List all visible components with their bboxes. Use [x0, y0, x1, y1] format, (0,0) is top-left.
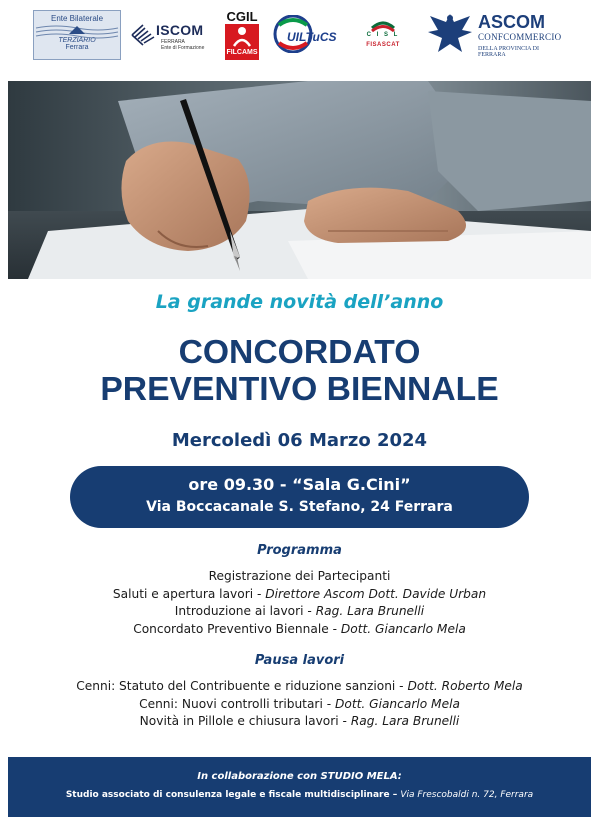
wave-lines-icon — [34, 22, 120, 44]
cisl-label: C I S L — [366, 32, 400, 38]
iscom-sub: FERRARA Ente di Formazione — [161, 39, 205, 51]
studio-line: Studio associato di consulenza legale e fiscale multidisciplinare – Via Frescobaldi n. 72, Ferrara — [65, 790, 534, 800]
confcommercio-label: CONFCOMMERCIO — [478, 32, 562, 42]
pausa-heading: Pausa lavori — [254, 653, 345, 668]
event-title — [0, 333, 599, 407]
fisascat-label: FISASCAT — [366, 42, 400, 48]
list-item: Novità in Pillole e chiusura lavori - Rag. Lara Brunelli — [139, 714, 460, 728]
filcams-figure-icon — [225, 24, 259, 50]
uiltucs-name: UILTuCS — [287, 30, 337, 44]
list-item: Cenni: Statuto del Contribuente e riduzione sanzioni - Dott. Roberto Mela — [76, 679, 523, 693]
sponsor-logos — [0, 0, 599, 78]
event-date: Mercoledì 06 Marzo 2024 — [171, 430, 428, 451]
programma-heading: Programma — [257, 543, 342, 558]
eagle-icon — [426, 10, 474, 56]
kicker-text: La grande novità dell’anno — [155, 291, 444, 313]
ente-bilaterale-logo — [33, 10, 121, 60]
collaboration-line: In collaborazione con STUDIO MELA: — [197, 771, 402, 782]
pausa-list — [0, 678, 599, 731]
ascom-logo — [426, 10, 566, 56]
list-item: Registrazione dei Partecipanti — [208, 569, 391, 583]
list-item: Introduzione ai lavori - Rag. Lara Brunelli — [174, 604, 425, 618]
title-line-1: CONCORDATO — [178, 333, 421, 370]
filcams-label: FILCAMS — [226, 49, 258, 56]
cgil-name: CGIL — [226, 9, 258, 24]
footer-banner — [8, 757, 591, 817]
iscom-mark-icon — [130, 22, 156, 48]
province-label: DELLA PROVINCIA DI FERRARA — [478, 46, 539, 58]
list-item: Concordato Preventivo Biennale - Dott. Giancarlo Mela — [133, 621, 466, 636]
iscom-logo — [130, 20, 208, 50]
uiltucs-logo — [271, 15, 341, 53]
ascom-name: ASCOM — [478, 12, 545, 32]
time-place: ore 09.30 - “Sala G.Cini” — [188, 475, 411, 494]
venue-banner — [70, 466, 529, 528]
ferrara-label: Ferrara — [65, 44, 89, 51]
list-item: Saluti e apertura lavori - Direttore Ascom Dott. Davide Urban — [112, 586, 487, 601]
fisascat-flag-icon — [358, 18, 408, 32]
cgil-filcams-logo — [223, 9, 261, 59]
programma-list — [0, 568, 599, 638]
hero-photo-writing-hand — [8, 81, 591, 279]
iscom-name: ISCOM — [156, 22, 204, 38]
terziario-label: TERZIARIO — [58, 37, 96, 44]
fisascat-logo — [358, 18, 408, 52]
title-line-2: PREVENTIVO BIENNALE — [100, 370, 499, 407]
list-item: Cenni: Nuovi controlli tributari - Dott. Giancarlo Mela — [139, 696, 460, 711]
ente-bilaterale-label: Ente Bilaterale — [50, 14, 104, 23]
venue-address: Via Boccacanale S. Stefano, 24 Ferrara — [146, 499, 453, 515]
